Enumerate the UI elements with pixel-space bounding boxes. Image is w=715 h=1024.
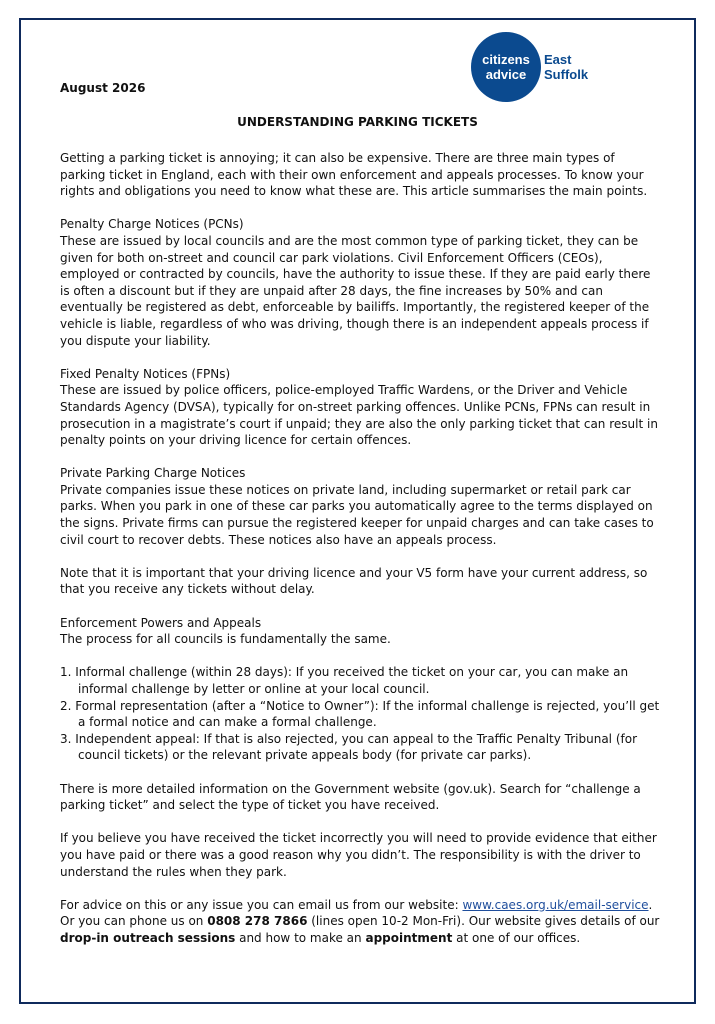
phone-number: 0808 278 7866 xyxy=(207,914,308,929)
contact-text-5: at one of our offices. xyxy=(452,930,581,945)
intro-paragraph: Getting a parking ticket is annoying; it can also be expensive. There are three main types of parking ticket in England, each with their own enforcement and appeals processes. To know your rights and obligations you need to know what these are. This article summarises the main points. xyxy=(60,151,648,199)
list-item: 1. Informal challenge (within 28 days): If you received the ticket on your car, you can make an informal challenge by letter or online at your local council. xyxy=(60,665,629,696)
private-heading: Private Parking Charge Notices xyxy=(60,466,246,481)
article-body xyxy=(60,150,660,963)
document-title: UNDERSTANDING PARKING TICKETS xyxy=(237,115,478,129)
enforcement-section xyxy=(60,615,660,648)
list-item: 2. Formal representation (after a “Notice to Owner”): If the informal challenge is rejected, you’ll get a formal notice and can make a formal challenge. xyxy=(60,698,660,730)
logo-branch-line2: Suffolk xyxy=(544,67,589,82)
enforcement-text: The process for all councils is fundamentally the same. xyxy=(60,632,391,647)
logo-circle-line1: citizens xyxy=(482,52,530,67)
pcn-heading: Penalty Charge Notices (PCNs) xyxy=(60,217,244,232)
private-text: Private companies issue these notices on private land, including supermarket or retail park car parks. When you park in one of these car parks you automatically agree to the terms displayed on the signs. Private firms can pursue the registered keeper for unpaid charges and can take cases to civil court to recover debts. These notices also have an appeals process. xyxy=(60,482,654,547)
drop-in-sessions-text: drop-in outreach sessions xyxy=(60,930,236,945)
document-date: August 2026 xyxy=(60,81,146,95)
contact-text-3: (lines open 10-2 Mon-Fri). Our website gives details of our xyxy=(307,914,660,929)
fpn-heading: Fixed Penalty Notices (FPNs) xyxy=(60,366,231,381)
citizens-advice-logo xyxy=(471,31,621,109)
contact-text-1: For advice on this or any issue you can email us from our website: xyxy=(60,897,463,912)
fpn-section xyxy=(60,366,660,449)
pcn-text: These are issued by local councils and are the most common type of parking ticket, they can be given for both on-street and council car park violations. Civil Enforcement Officers (CEOs), employed or contracted by councils, have the authority to issue these. If they are paid early there is often a discount but if they are unpaid after 28 days, the fine increases by 50% and can eventually be registered as debt, enforceable by bailiffs. Importantly, the registered keeper of the vehicle is liable, regardless of who was driving, though there is an independent appeals process if you dispute your liability. xyxy=(60,233,651,348)
logo-circle-line2: advice xyxy=(485,67,527,82)
appointment-text: appointment xyxy=(365,930,453,945)
list-item: 3. Independent appeal: If that is also rejected, you can appeal to the Traffic Penalty Tribunal (for council tickets) or the relevant private appeals body (for private car parks). xyxy=(60,731,638,763)
private-section xyxy=(60,465,660,548)
evidence-paragraph: If you believe you have received the ticket incorrectly you will need to provide evidence that either you have paid or there was a good reason why you didn’t. The responsibility is with the driver to understand the rules when they park. xyxy=(60,831,657,879)
appeal-steps-list xyxy=(60,664,660,764)
logo-branch-line1: East xyxy=(544,52,572,67)
email-service-link[interactable]: www.caes.org.uk/email-service xyxy=(462,897,649,912)
contact-text-4: and how to make an xyxy=(235,930,366,945)
address-note: Note that it is important that your driving licence and your V5 form have your current address, so that you receive any tickets without delay. xyxy=(60,565,648,597)
fpn-text: These are issued by police officers, police-employed Traffic Wardens, or the Driver and Vehicle Standards Agency (DVSA), typically for on-street parking offences. Unlike PCNs, FPNs can result in prosecution in a magistrate’s court if unpaid; they are also the only parking ticket that can result in penalty points on your driving licence for certain offences. xyxy=(60,383,658,448)
enforcement-heading: Enforcement Powers and Appeals xyxy=(60,615,262,630)
contact-text-2: . Or you can phone us on xyxy=(60,897,653,929)
more-info-paragraph: There is more detailed information on the Government website (gov.uk). Search for “challenge a parking ticket” and select the type of ticket you have received. xyxy=(60,781,641,813)
contact-paragraph xyxy=(60,897,660,947)
pcn-section xyxy=(60,216,660,349)
